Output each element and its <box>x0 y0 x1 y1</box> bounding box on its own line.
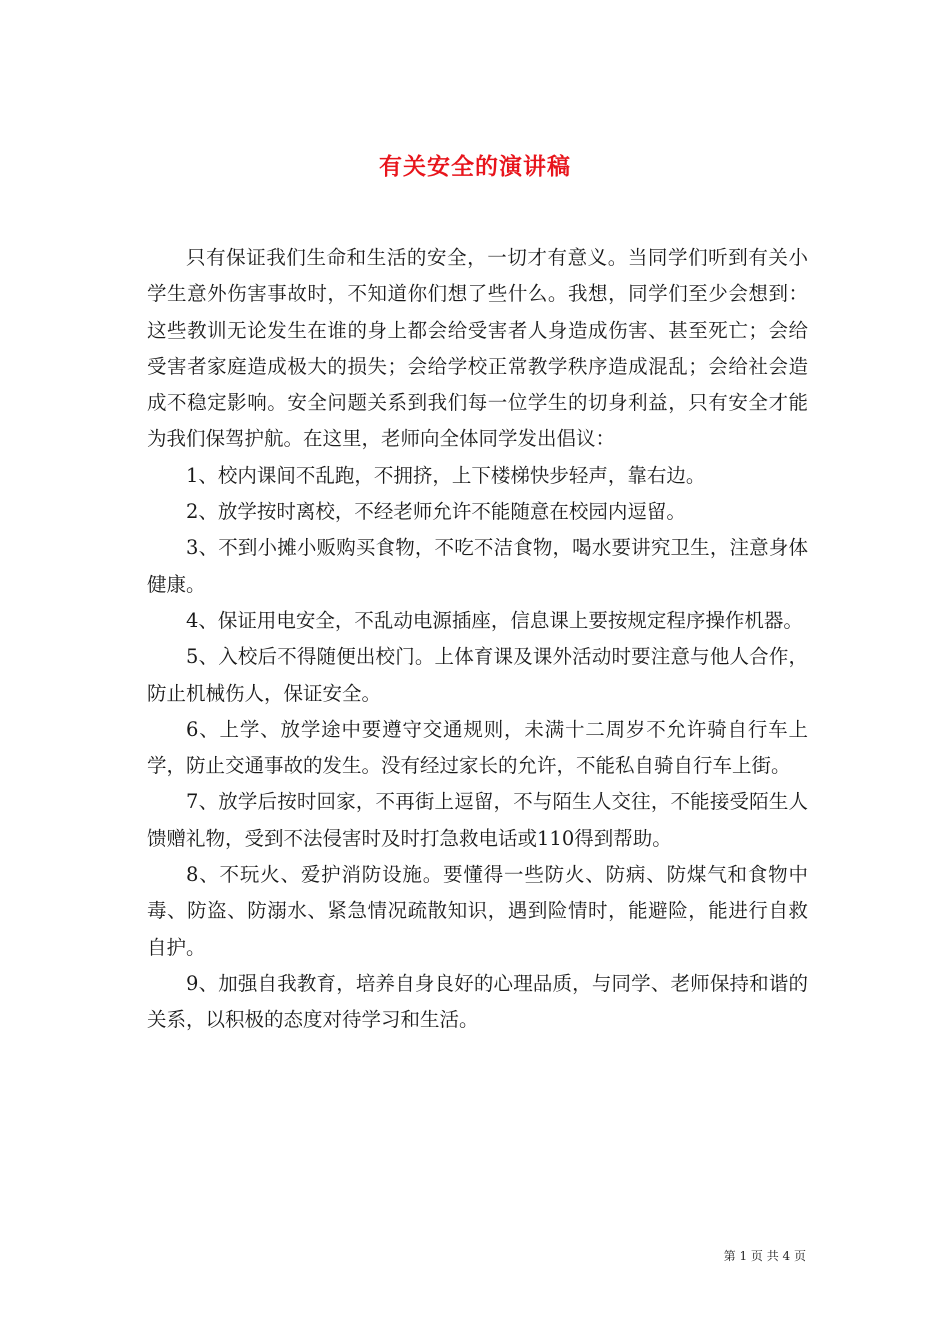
document-body <box>147 240 808 1039</box>
page-number-footer: 第 1 页 共 4 页 <box>723 1249 806 1263</box>
page-title: 有关安全的演讲稿 <box>379 153 571 181</box>
paragraph-item-1: 1、校内课间不乱跑，不拥挤，上下楼梯快步轻声，靠右边。 <box>186 463 706 487</box>
paragraph-item-6: 6、上学、放学途中要遵守交通规则，未满十二周岁不允许骑自行车上学，防止交通事故的发生。没有经过家长的允许，不能私自骑自行车上街。 <box>147 717 808 778</box>
paragraph-item-5: 5、入校后不得随便出校门。上体育课及课外活动时要注意与他人合作，防止机械伤人，保证安全。 <box>147 645 808 705</box>
paragraph-item-7: 7、放学后按时回家，不再街上逗留，不与陌生人交往，不能接受陌生人馈赠礼物，受到不法侵害时及时打急救电话或110得到帮助。 <box>147 790 808 850</box>
paragraph-item-8: 8、不玩火、爱护消防设施。要懂得一些防火、防病、防煤气和食物中毒、防盗、防溺水、紧急情况疏散知识，遇到险情时，能避险，能进行自救自护。 <box>147 863 808 959</box>
paragraph-item-4: 4、保证用电安全，不乱动电源插座，信息课上要按规定程序操作机器。 <box>186 608 803 632</box>
paragraph-item-2: 2、放学按时离校，不经老师允许不能随意在校园内逗留。 <box>186 500 686 524</box>
paragraph-intro: 只有保证我们生命和生活的安全，一切才有意义。当同学们听到有关小学生意外伤害事故时，不知道你们想了些什么。我想，同学们至少会想到：这些教训无论发生在谁的身上都会给受害者人身造成伤害、甚至死亡；会给受害者家庭造成极大的损失；会给学校正常教学秩序造成混乱；会给社会造成不稳定影响。安全问题关系到我们每一位学生的切身利益，只有安全才能为我们保驾护航。在这里，老师向全体同学发出倡议： <box>147 246 808 451</box>
paragraph-item-9: 9、加强自我教育，培养自身良好的心理品质，与同学、老师保持和谐的关系，以积极的态度对待学习和生活。 <box>147 971 808 1032</box>
paragraph-item-3: 3、不到小摊小贩购买食物，不吃不洁食物，喝水要讲究卫生，注意身体健康。 <box>147 536 808 596</box>
